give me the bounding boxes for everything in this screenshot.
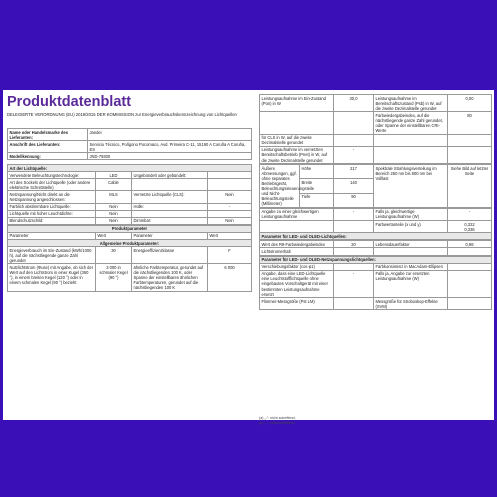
right-param-value: - — [334, 146, 374, 163]
right-param-label — [374, 146, 448, 163]
dimension-value: 140 — [334, 179, 374, 193]
right-param-value: 80 — [448, 112, 492, 134]
address-label: Anschrift des Lieferanten: — [8, 141, 88, 153]
right-param-label — [260, 112, 334, 134]
mains-param-value — [334, 263, 374, 270]
mains-row — [260, 270, 492, 297]
right-param-row — [260, 146, 492, 163]
mains-param-value — [448, 298, 492, 310]
spectral-label: Spektrale Strahlungsverteilung im Bereich 250 nm bis 800 nm bei Volllast — [374, 165, 448, 208]
type-row — [8, 217, 252, 224]
right-param-value: 30,0 — [334, 95, 374, 112]
dimension-name: Höhe — [300, 165, 334, 179]
right-param-label: Farbwiedergabeindex, auf die nächstliegende ganze Zahl gerundet, oder Spanne der einstellbaren CRI-Werte — [374, 112, 448, 134]
type-param-value: MLS — [96, 191, 132, 203]
params-head-cell: Wert — [208, 232, 252, 239]
led-param-value: 20 — [334, 241, 374, 248]
general-param-label: Energieverbrauch im Ein-Zustand (kWh/1000 h), auf die nächstliegende ganze Zahl gerundet — [8, 247, 96, 264]
general-param-value: 3 000 in schmaler Kegel (90 °) — [96, 264, 132, 291]
general-label: Allgemeine Produktparameter: — [8, 240, 252, 247]
right-param-value — [448, 146, 492, 163]
params-head-cell: Parameter — [132, 232, 208, 239]
type-param-label — [132, 210, 208, 217]
led-row — [260, 241, 492, 248]
led-row — [260, 248, 492, 255]
dimension-name: Breite — [300, 179, 334, 193]
type-param-value: Cable — [96, 179, 132, 191]
right-param-row — [260, 95, 492, 112]
type-param-value: Nein — [208, 191, 252, 203]
footnote-2: (b) „-“: nicht zutreffend. — [259, 421, 296, 425]
params-head-cell: Wert — [96, 232, 132, 239]
right-param-label: für CLS in W, auf die zweite Dezimalstelle gerundet — [260, 134, 334, 146]
type-param-label: Netzspannung/Nicht direkt an die Netzspannung angeschlossen: — [8, 191, 96, 203]
mains-row — [260, 263, 492, 270]
mains-param-label: Flimmer-Messgröße (Pst LM) — [260, 298, 334, 310]
type-param-label: Art des Sockels der Lichtquelle (oder andere elektrische Schnittstelle) — [8, 179, 96, 191]
type-row — [8, 191, 252, 203]
mains-label: Parameter für LED- und OLED-Netzspannungslichtquellen: — [260, 256, 492, 263]
chroma-value: 0,322 0,336 — [448, 221, 492, 233]
page-title: Produktdatenblatt — [7, 94, 132, 110]
dimension-label: Äußere Abmessungen, ggf. ohne separates Betriebsgerät, Beleuchtungssteuerungsteile und Nicht-Beleuchtungsteile (Millimeter) — [261, 165, 315, 207]
type-param-label: Blendschutzschild: — [8, 217, 96, 224]
right-param-value: 0,00 — [448, 95, 492, 112]
type-param-value: - — [208, 203, 252, 210]
params-head-cell: Parameter — [8, 232, 96, 239]
right-param-label — [374, 134, 448, 146]
type-param-value: Nein — [96, 210, 132, 217]
address-value: Servicio Técnico, Polígono Pocomaco, Avd. Primeira C-11, 15190 A Coruña A Coruña, ES — [88, 141, 252, 153]
right-param-row — [260, 134, 492, 146]
right-param-label: Leistungsaufnahme im vernetzten Bereitschaftsbetrieb (Pnet) in W, auf die zweite Dezimalstelle gerundet — [260, 146, 334, 163]
type-row — [8, 203, 252, 210]
general-param-label: ähnliche Farbtemperatur, gerundet auf die nächstliegenden 100 K, oder Spanne der einstellbaren ähnlichen Farbtemperaturen, gerundet auf die nächstliegenden 100 K — [132, 264, 208, 291]
led-param-label: Lebensdauerfaktor — [374, 241, 448, 248]
right-column — [259, 94, 492, 310]
supplier-block — [7, 128, 252, 160]
led-param-value — [334, 248, 374, 255]
equiv2-value: - — [448, 208, 492, 220]
type-param-label: Lichtquelle mit hoher Leuchtdichte: — [8, 210, 96, 217]
type-param-value — [208, 179, 252, 191]
spectral-value: Siehe Bild auf letzter Seite — [448, 165, 492, 208]
mains-row — [260, 298, 492, 310]
dimension-value: 90 — [334, 193, 374, 207]
led-param-label: Lichtstromerhalt — [260, 248, 334, 255]
equiv-value: - — [334, 208, 374, 220]
mains-param-value: - — [334, 270, 374, 297]
general-param-value: 30 — [96, 247, 132, 264]
mains-param-label: Angabe, dass eine LED-Lichtquelle eine Leuchtstofflichtquelle ohne eingebautes Vorschaltgerät mit einer bestimmten Leistungsaufnahme ersetzt — [260, 270, 334, 297]
right-param-label: Leistungsaufnahme im Bereitschaftszustand (Psb) in W, auf die zweite Dezimalstelle gerundet — [374, 95, 448, 112]
mains-param-label: Falls ja, Angabe zur ersetzten Leistungsaufnahme (W) — [374, 270, 448, 297]
equiv2-label: Falls ja, gleichwertige Leistungsaufnahme (W) — [374, 208, 448, 220]
right-param-row — [260, 112, 492, 134]
led-param-label — [374, 248, 448, 255]
supplier-value: Jandei — [88, 129, 252, 141]
general-param-value: F — [208, 247, 252, 264]
general-param-value: 6 000 — [208, 264, 252, 291]
mains-param-value — [334, 298, 374, 310]
type-row — [8, 210, 252, 217]
right-param-value — [448, 134, 492, 146]
footnotes — [259, 416, 295, 426]
led-param-value — [448, 248, 492, 255]
mains-param-label: Farbkonsistenz in MacAdam-Ellipsen — [374, 263, 448, 270]
type-param-label: Ungebündelt oder gebündelt: — [132, 172, 208, 179]
right-param-label: Leistungsaufnahme im Ein-Zustand (Pon) in W — [260, 95, 334, 112]
dimension-value: 217 — [334, 165, 374, 179]
model-label: Modellkennung: — [8, 153, 88, 160]
general-param-label: Energieeffizienzklasse — [132, 247, 208, 264]
chroma-label: Farbwertanteile (x und y) — [374, 221, 448, 233]
supplier-label: Name oder Handelsmarke des Lieferanten: — [8, 129, 88, 141]
light-source-type-table — [7, 164, 252, 292]
params-label: Produktparameter — [8, 225, 252, 232]
led-param-label: Wert des R9-Farbwiedergabeindex — [260, 241, 334, 248]
type-row — [8, 172, 252, 179]
type-label: Art der Lichtquelle: — [8, 165, 252, 172]
params-head-row — [8, 232, 252, 239]
datasheet — [3, 90, 494, 425]
type-param-label: Dimmbar: — [132, 217, 208, 224]
type-param-label: Vernetzte Lichtquelle (CLS): — [132, 191, 208, 203]
type-param-value: Nein — [208, 217, 252, 224]
equiv-label: Angabe zu einer gleichwertigen Leistungsaufnahme — [260, 208, 334, 220]
type-param-label — [132, 179, 208, 191]
led-label: Parameter für LED- und OLED-Lichtquellen: — [260, 233, 492, 240]
right-param-value — [334, 134, 374, 146]
general-param-label: Nutzlichtstrom (Φuse) mit Angabe, ob sich der Wert auf den Lichtstrom in einer Kugel (360 °), in einem breiten Kegel (120 °) oder in einem schmalen Kegel (90 °) bezieht — [8, 264, 96, 291]
mains-param-label: Verschiebungsfaktor (cos φ1) — [260, 263, 334, 270]
regulation-text: DELEGIERTE VERORDNUNG (EU) 2019/2015 DER KOMMISSION zur Energieverbrauchskennzeichnung von Lichtquellen — [7, 112, 237, 117]
dimension-name: Tiefe — [300, 193, 334, 207]
model-value: JND-79300 — [88, 153, 252, 160]
type-param-value — [208, 210, 252, 217]
general-row — [8, 247, 252, 264]
general-row — [8, 264, 252, 291]
type-param-value — [208, 172, 252, 179]
mains-param-label: Messgröße für Stroboskop-Effekte (SVM) — [374, 298, 448, 310]
mains-param-value — [448, 263, 492, 270]
mains-param-value — [448, 270, 492, 297]
type-param-label: Farblich abstimmbare Lichtquelle: — [8, 203, 96, 210]
led-param-value: 0,98 — [448, 241, 492, 248]
type-param-label: Verwendete Beleuchtungstechnologie: — [8, 172, 96, 179]
type-param-value: Nein — [96, 217, 132, 224]
type-param-value: LED — [96, 172, 132, 179]
type-param-value: Nein — [96, 203, 132, 210]
type-param-label: Hülle: — [132, 203, 208, 210]
type-row — [8, 179, 252, 191]
footnote-1: (a) „-“: nicht zutreffend; — [259, 416, 296, 420]
dimension-row — [260, 165, 492, 179]
right-param-value — [334, 112, 374, 134]
